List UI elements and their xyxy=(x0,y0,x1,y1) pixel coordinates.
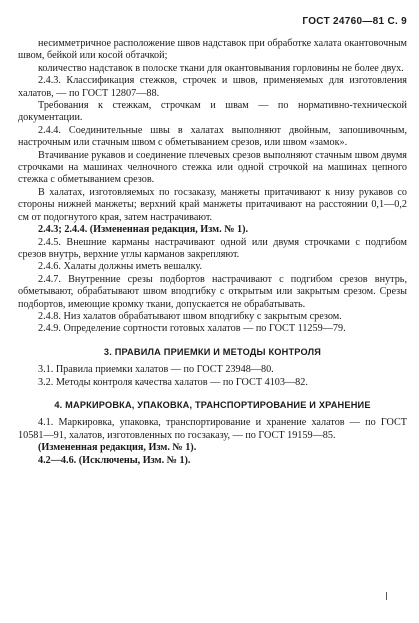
edit-note: 2.4.3; 2.4.4. (Измененная редакция, Изм. № 1). xyxy=(38,224,249,236)
paragraph: несимметричное расположение швов надставок при обработке халата окантовочным швом, бейкой или косой обтачкой; xyxy=(18,38,407,62)
paragraph: 2.4.4. Соединительные швы в халатах выполняют двойным, запошивочным, настрочным или стачным швом с обметыванием срезов, или швом «замок». xyxy=(18,124,407,149)
paragraph: 2.4.9. Определение сортности готовых халатов — по ГОСТ 11259—79. xyxy=(38,323,346,335)
paragraph: 2.4.7. Внутренние срезы подбортов настрачивают с подгибом срезов внутрь, обметывают, обрабатывают швом вподгибку с открытым или закрытым срезом. Срезы подбортов, имеющие кромку ткани, допускается не обрабатывать. xyxy=(18,273,407,310)
paragraph: 2.4.5. Внешние карманы настрачивают одной или двумя строчками с подгибом срезов внутрь, верхние углы карманов закрепляют. xyxy=(18,236,407,260)
edit-note: (Измененная редакция, Изм. № 1). xyxy=(38,442,197,454)
section-4-item: 4.1. Маркировка, упаковка, транспортирование и хранение халатов — по ГОСТ 10581—91, халатов, изготовленных по госзаказу, — по ГОСТ 19159—85. xyxy=(18,417,407,441)
paragraph: 2.4.6. Халаты должны иметь вешалку. xyxy=(38,261,203,273)
paragraph: 2.4.3. Классификация стежков, строчек и швов, применяемых для изготовления халатов, — по ГОСТ 12807—88. xyxy=(18,75,407,99)
section-4-title: 4. МАРКИРОВКА, УПАКОВКА, ТРАНСПОРТИРОВАНИЕ И ХРАНЕНИЕ xyxy=(54,399,371,410)
section-3-title: 3. ПРАВИЛА ПРИЕМКИ И МЕТОДЫ КОНТРОЛЯ xyxy=(103,346,322,357)
section-3-item: 3.2. Методы контроля качества халатов — по ГОСТ 4103—82. xyxy=(38,376,308,388)
margin-mark xyxy=(386,592,387,600)
excluded-note: 4.2—4.6. (Исключены, Изм. № 1). xyxy=(38,454,191,466)
page-header: ГОСТ 24760—81 С. 9 xyxy=(302,16,407,27)
paragraph: количество надставок в полоске ткани для окантовывания горловины не более двух. xyxy=(38,62,404,74)
section-3-item: 3.1. Правила приемки халатов — по ГОСТ 23948—80. xyxy=(38,364,274,376)
paragraph: 2.4.8. Низ халатов обрабатывают швом вподгибку с закрытым срезом. xyxy=(38,310,342,322)
paragraph: Требования к стежкам, строчкам и швам — по нормативно-технической документации. xyxy=(18,100,407,124)
paragraph: Втачивание рукавов и соединение плечевых срезов выполняют стачным швом двумя строчками на машинах челночного стежка или одной строчкой на машинах цепного стежка с обметыванием срезов. xyxy=(18,149,407,186)
document-body xyxy=(18,38,407,467)
paragraph: В халатах, изготовляемых по госзаказу, манжеты притачивают к низу рукавов со стороны нижней манжеты; верхний край манжеты притачивают на расстоянии 0,1—0,2 см от подогнутого края, затем настрачивают. xyxy=(18,186,407,223)
